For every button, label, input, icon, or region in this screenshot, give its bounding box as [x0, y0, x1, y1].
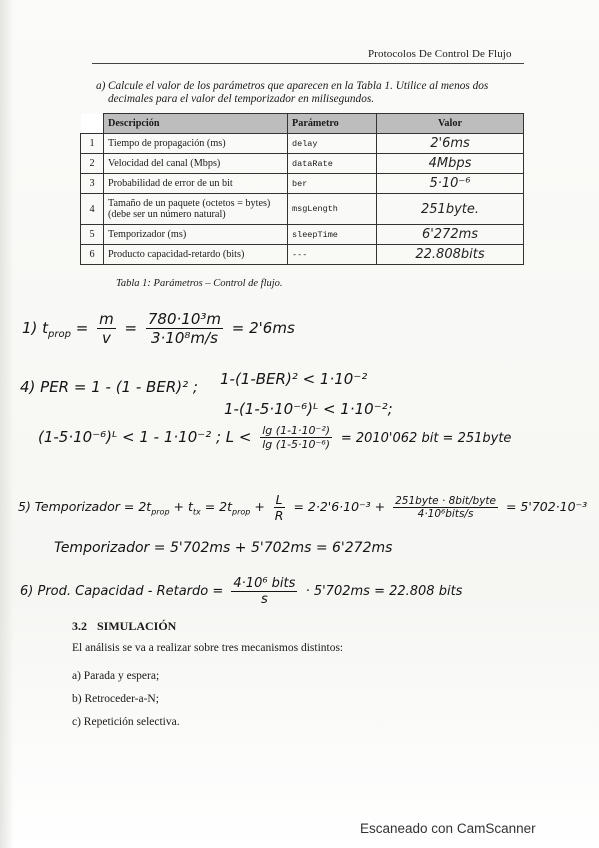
hw-1-num2: 780·10³m [147, 310, 222, 328]
row-value-handwritten: 5·10⁻⁶ [377, 174, 524, 194]
row-number: 2 [81, 154, 104, 174]
table-row [81, 174, 524, 194]
hw-4d-den: lg (1-5·10⁻⁶) [262, 438, 331, 451]
row-value-handwritten: 22.808bits [377, 245, 524, 265]
scan-shadow [0, 0, 14, 848]
row-value-handwritten: 2'6ms [377, 134, 524, 154]
row-parameter: msgLength [288, 194, 377, 225]
row-description: Tamaño de un paquete (octetos = bytes) (debe ser un número natural) [104, 194, 288, 225]
table-row [81, 225, 524, 245]
hw-4d-left: (1-5·10⁻⁶)ᴸ < 1 - 1·10⁻² ; L < [38, 428, 252, 446]
hw-5a-frac-a [273, 492, 286, 523]
hw-5a-frac-b [393, 495, 498, 520]
hw-line-4c: 1-(1-5·10⁻⁶)ᴸ < 1·10⁻²; [224, 400, 393, 418]
row-parameter: ber [288, 174, 377, 194]
table-row [81, 194, 524, 225]
hw-5a-sub2: tx [192, 507, 201, 517]
parameters-table [80, 113, 524, 265]
table-row [81, 245, 524, 265]
table-header-description: Descripción [104, 114, 288, 134]
row-parameter: sleepTime [288, 225, 377, 245]
hw-5a-num: L [275, 492, 283, 507]
table-header-value: Valor [377, 114, 524, 134]
table-header-parameter: Parámetro [288, 114, 377, 134]
row-value-handwritten: 4Mbps [377, 154, 524, 174]
hw-1-label: 1) t [22, 319, 49, 337]
section-heading [72, 619, 176, 634]
row-number: 1 [81, 134, 104, 154]
hw-5a-calc: = 2·2'6·10⁻³ + [293, 499, 386, 514]
hw-1-eq: = [75, 319, 89, 337]
hw-6-frac [231, 576, 297, 607]
hw-1-frac-b [146, 310, 223, 347]
hw-1-den: v [101, 329, 111, 347]
hw-5a-sub3: prop [232, 507, 251, 517]
hw-line-4b: 1-(1-BER)² < 1·10⁻² [220, 370, 368, 388]
row-parameter: --- [288, 245, 377, 265]
hw-line-6 [20, 576, 462, 607]
hw-line-4d [38, 424, 511, 451]
hw-line-5a [18, 492, 587, 523]
row-value-handwritten: 6'272ms [377, 225, 524, 245]
row-number: 5 [81, 225, 104, 245]
section-intro: El análisis se va a realizar sobre tres mecanismos distintos: [72, 642, 344, 654]
table-row [81, 154, 524, 174]
hw-1-frac-a [97, 310, 116, 347]
table-header-row [81, 114, 524, 134]
hw-5a-mid2: = 2t [200, 499, 233, 514]
hw-5a-text: 5) Temporizador = 2t [18, 499, 152, 514]
hw-1-eq2: = [124, 319, 138, 337]
header-rule [92, 63, 524, 64]
row-number: 4 [81, 194, 104, 225]
row-description: Temporizador (ms) [104, 225, 288, 245]
hw-5a-mid: + t [169, 499, 193, 514]
hw-5a-den2: 4·10⁶bits/s [417, 508, 474, 520]
hw-4d-frac [260, 424, 332, 451]
list-item: a) Parada y espera; [72, 670, 160, 682]
hw-1-sub: prop [48, 329, 71, 340]
hw-5a-result: = 5'702·10⁻³ [505, 499, 588, 514]
hw-5a-sub1: prop [151, 507, 170, 517]
page-header: Protocolos De Control De Flujo [368, 48, 512, 60]
row-number: 3 [81, 174, 104, 194]
table-header-blank [81, 114, 104, 134]
hw-line-1 [22, 310, 295, 347]
hw-6-mid: · 5'702ms [305, 584, 370, 599]
question-body: Calcule el valor de los parámetros que aparecen en la Tabla 1. Utilice al menos dos decimales para el valor del temporizador en milisegundos. [108, 80, 489, 105]
hw-6-den: s [261, 592, 268, 607]
hw-4d-result: = 2010'062 bit = 251byte [340, 431, 512, 446]
row-description: Producto capacidad-retardo (bits) [104, 245, 288, 265]
hw-1-result: = 2'6ms [231, 319, 295, 337]
question-letter: a) [96, 80, 106, 92]
hw-6-result: = 22.808 bits [374, 584, 463, 599]
row-value-handwritten: 251byte. [377, 194, 524, 225]
hw-line-5b: Temporizador = 5'702ms + 5'702ms = 6'272ms [54, 540, 393, 556]
row-description: Velocidad del canal (Mbps) [104, 154, 288, 174]
table-caption: Tabla 1: Parámetros – Control de flujo. [116, 278, 283, 289]
hw-5a-plus: + [250, 499, 265, 514]
hw-1-den2: 3·10⁸m/s [151, 329, 218, 347]
section-title: SIMULACIÓN [97, 619, 177, 633]
row-parameter: dataRate [288, 154, 377, 174]
hw-5a-den: R [274, 508, 284, 523]
row-description: Probabilidad de error de un bit [104, 174, 288, 194]
hw-6-num: 4·10⁶ bits [233, 576, 296, 591]
section-number: 3.2 [72, 619, 87, 633]
scanner-watermark: Escaneado con CamScanner [360, 821, 536, 836]
hw-5a-num2: 251byte · 8bit/byte [395, 495, 496, 507]
list-item: b) Retroceder-a-N; [72, 693, 159, 705]
hw-1-num: m [99, 310, 114, 328]
hw-4d-num: lg (1-1·10⁻²) [262, 424, 331, 437]
hw-6-text: 6) Prod. Capacidad - Retardo = [20, 584, 224, 599]
row-description: Tiempo de propagación (ms) [104, 134, 288, 154]
row-parameter: delay [288, 134, 377, 154]
hw-line-4a: 4) PER = 1 - (1 - BER)² ; [20, 378, 198, 396]
list-item: c) Repetición selectiva. [72, 716, 180, 728]
table-row [81, 134, 524, 154]
row-number: 6 [81, 245, 104, 265]
question-text [96, 80, 528, 106]
